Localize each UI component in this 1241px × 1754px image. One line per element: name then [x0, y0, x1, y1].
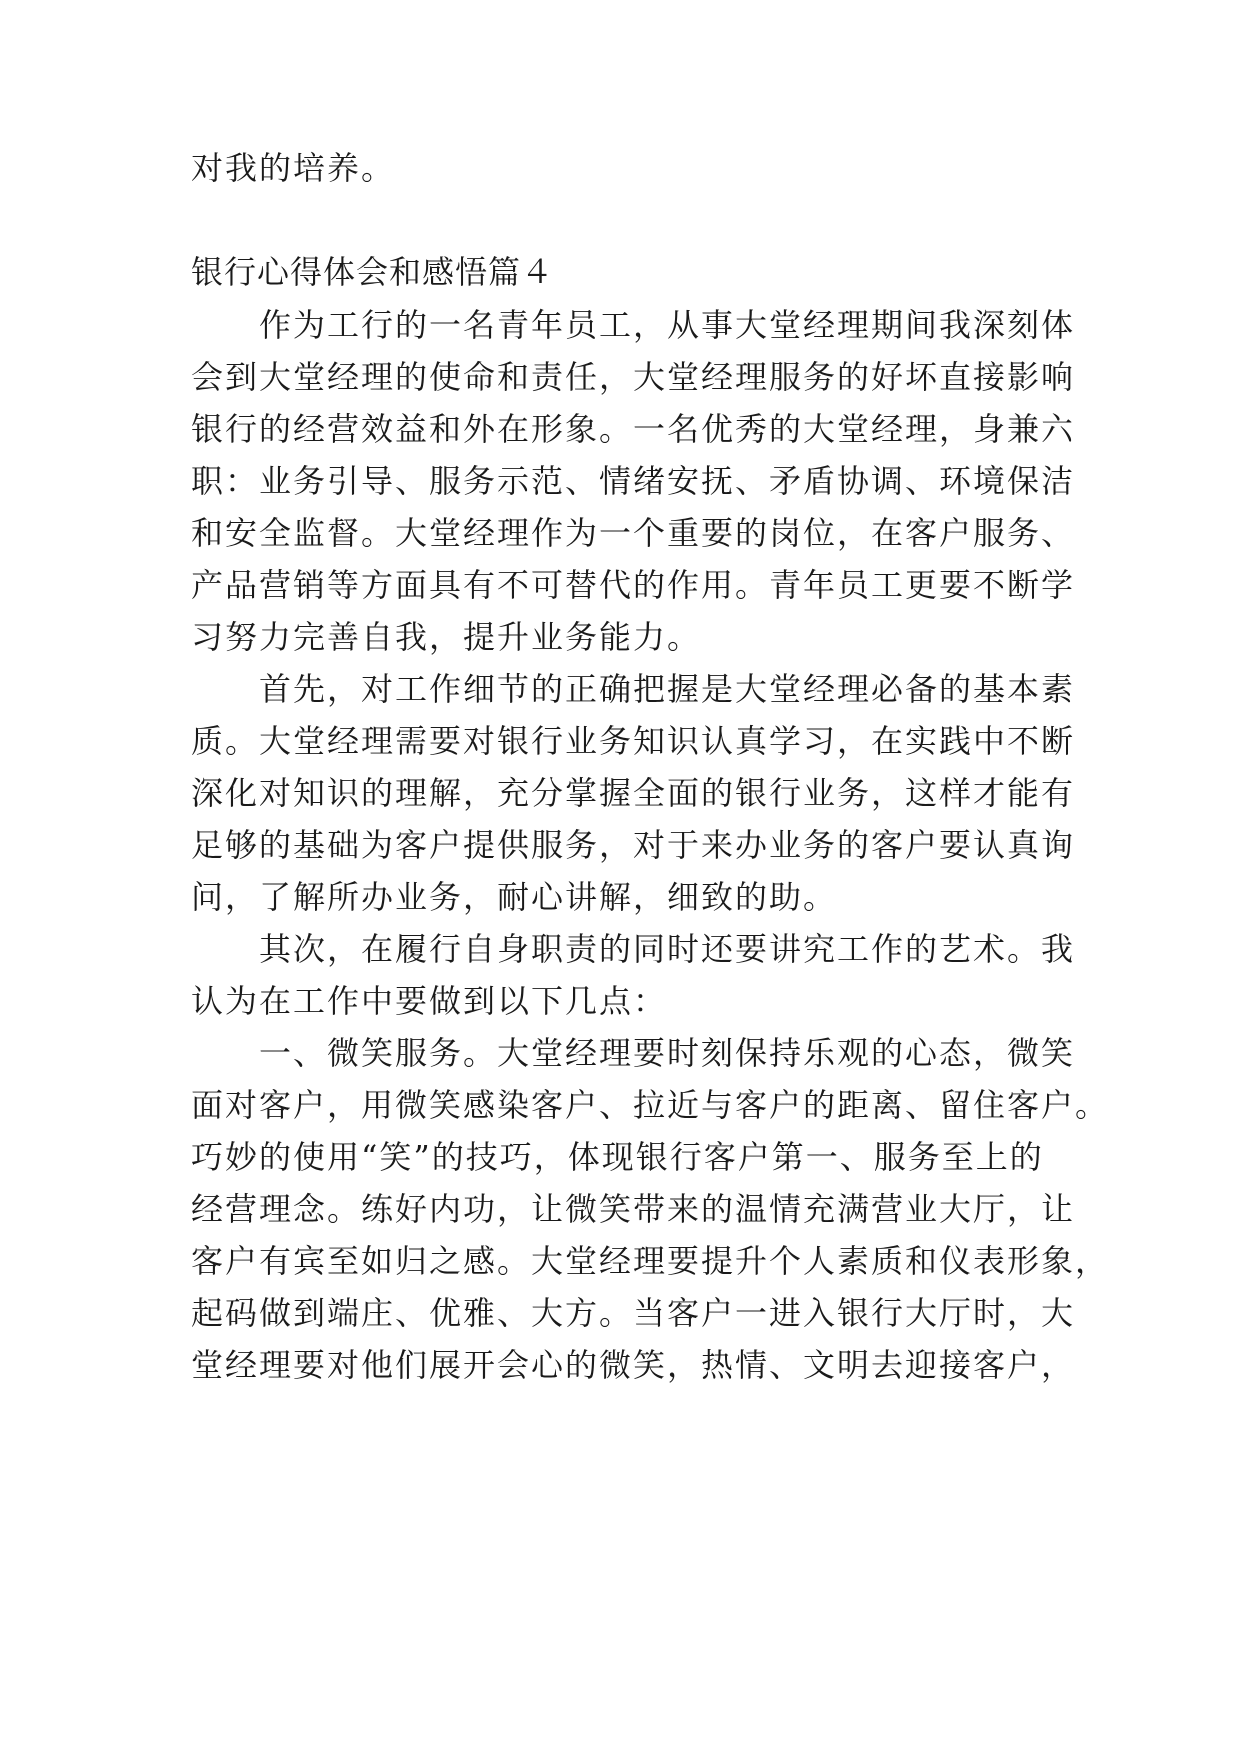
paragraph-line: 其次，在履行自身职责的同时还要讲究工作的艺术。我: [191, 930, 1076, 968]
paragraph-line: 深化对知识的理解，充分掌握全面的银行业务，这样才能有: [191, 774, 1076, 812]
paragraph-line: 银行的经营效益和外在形象。一名优秀的大堂经理，身兼六: [191, 410, 1076, 448]
carryover-line: 对我的培养。: [191, 149, 396, 187]
paragraph-line: 认为在工作中要做到以下几点：: [191, 982, 668, 1020]
paragraph-line: 质。大堂经理需要对银行业务知识认真学习，在实践中不断: [191, 722, 1076, 760]
paragraph-line: 堂经理要对他们展开会心的微笑，热情、文明去迎接客户，: [191, 1346, 1076, 1384]
paragraph-line: 一、微笑服务。大堂经理要时刻保持乐观的心态，微笑: [191, 1034, 1076, 1072]
paragraph-line: 首先，对工作细节的正确把握是大堂经理必备的基本素: [191, 670, 1076, 708]
paragraph-line: 问，了解所办业务，耐心讲解，细致的助。: [191, 878, 838, 916]
paragraph-line: 巧妙的使用“笑”的技巧，体现银行客户第一、服务至上的: [191, 1138, 1044, 1176]
paragraph-line: 产品营销等方面具有不可替代的作用。青年员工更要不断学: [191, 566, 1076, 604]
section-title: 银行心得体会和感悟篇４: [191, 253, 555, 291]
paragraph-line: 会到大堂经理的使命和责任，大堂经理服务的好坏直接影响: [191, 358, 1076, 396]
paragraph-line: 经营理念。练好内功，让微笑带来的温情充满营业大厅，让: [191, 1190, 1076, 1228]
paragraph-line: 和安全监督。大堂经理作为一个重要的岗位，在客户服务、: [191, 514, 1076, 552]
paragraph-line: 职：业务引导、服务示范、情绪安抚、矛盾协调、环境保洁: [191, 462, 1076, 500]
paragraph-line: 习努力完善自我，提升业务能力。: [191, 618, 702, 656]
paragraph-line: 面对客户，用微笑感染客户、拉近与客户的距离、留住客户。: [191, 1086, 1110, 1124]
paragraph-line: 客户有宾至如归之感。大堂经理要提升个人素质和仪表形象，: [191, 1242, 1110, 1280]
paragraph-line: 作为工行的一名青年员工，从事大堂经理期间我深刻体: [191, 306, 1076, 344]
paragraph-line: 起码做到端庄、优雅、大方。当客户一进入银行大厅时，大: [191, 1294, 1076, 1332]
paragraph-line: 足够的基础为客户提供服务，对于来办业务的客户要认真询: [191, 826, 1076, 864]
